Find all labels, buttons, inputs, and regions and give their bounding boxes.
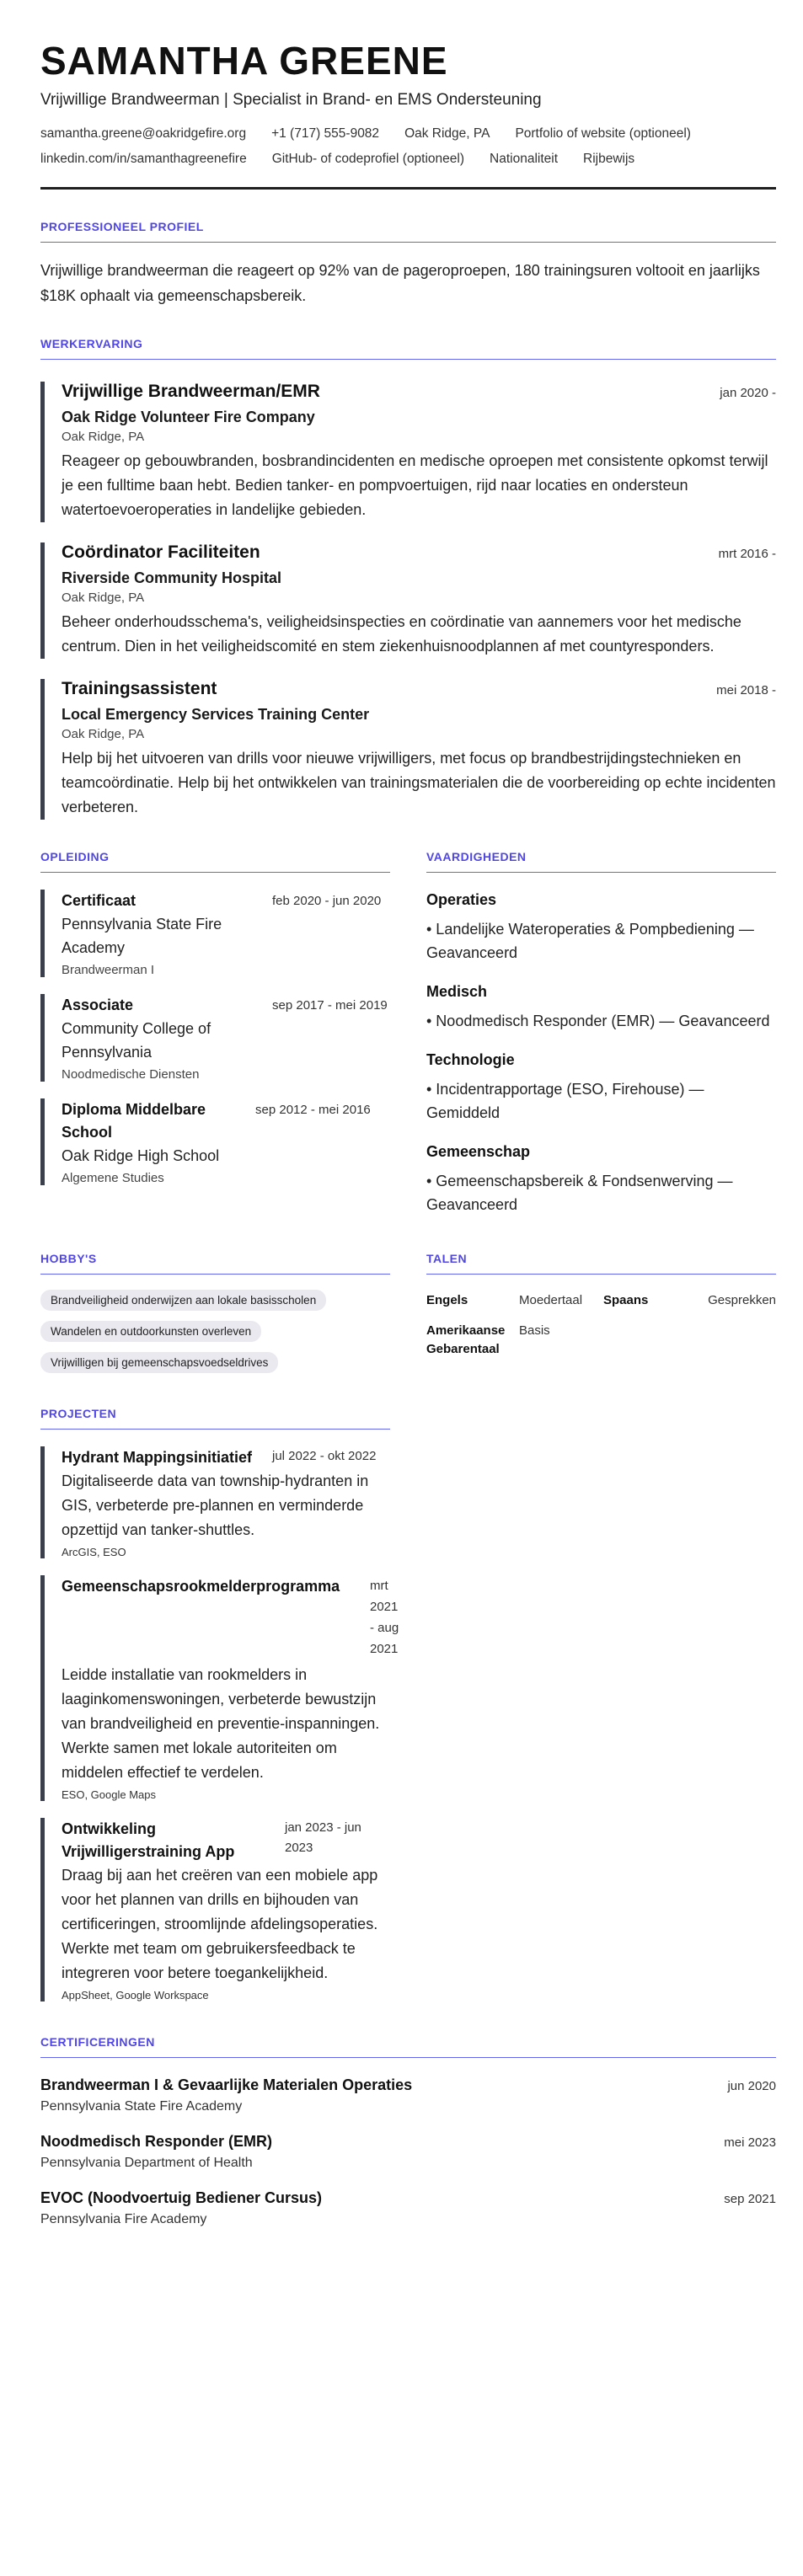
language-name: Spaans (603, 1293, 649, 1308)
experience-item (40, 679, 776, 820)
education-degree: Certificaat (62, 892, 137, 910)
experience-location: Oak Ridge, PA (62, 591, 145, 606)
certification-item (40, 2133, 776, 2171)
experience-role: Vrijwillige Brandweerman/EMR (62, 382, 320, 402)
skill-category-name: Medisch (426, 983, 488, 1001)
project-desc: Draag bij aan het creëren van een mobiele app voor het plannen van drills en bijhouden van certificeringen, stroomlijnde afdelingsoperaties. Werkte met team om gebruikersfeedback te integreren voor betere toegankelijkheid. (62, 1867, 378, 1982)
language-name: Amerikaanse Gebarentaal (426, 1323, 506, 1357)
hobby-chip: Brandveiligheid onderwijzen aan lokale basisscholen (40, 1290, 326, 1311)
experience-org: Riverside Community Hospital (62, 569, 282, 587)
profile-text: Vrijwillige brandweerman die reageert op 92% van de pageroproepen, 180 trainingsuren voltooit en jaarlijks $18K ophaalt via gemeenschapsbereik. (40, 262, 760, 305)
certifications-section (40, 2035, 776, 2227)
contact-linkedin[interactable]: linkedin.com/in/samanthagreenefire (40, 152, 247, 167)
education-degree: Diploma Middelbare School (62, 1101, 206, 1141)
experience-location: Oak Ridge, PA (62, 430, 145, 445)
certification-name: EVOC (Noodvoertuig Bediener Cursus) (40, 2189, 323, 2207)
section-title-experience: WERKERVARING (40, 337, 776, 360)
contact-nationality: Nationaliteit (490, 152, 559, 167)
education-date: sep 2012 - mei 2016 (255, 1103, 371, 1118)
projects-section (40, 1407, 399, 2002)
experience-date: jan 2020 - (720, 386, 776, 401)
education-date: sep 2017 - mei 2019 (272, 998, 388, 1013)
certification-date: mei 2023 (724, 2135, 776, 2151)
project-item (40, 1575, 399, 1802)
experience-org: Local Emergency Services Training Center (62, 706, 370, 724)
education-item (40, 1098, 390, 1185)
skill-item: • Gemeenschapsbereik & Fondsenwerving — Geavanceerd (426, 1173, 733, 1214)
experience-role: Trainingsassistent (62, 679, 217, 699)
education-school: Oak Ridge High School (62, 1147, 220, 1165)
hobby-chip: Vrijwilligen bij gemeenschapsvoedseldrives (40, 1352, 278, 1373)
project-tech: ESO, Google Maps (62, 1788, 156, 1802)
certification-date: jun 2020 (727, 2079, 776, 2094)
contact-location: Oak Ridge, PA (404, 126, 490, 142)
education-school: Pennsylvania State Fire Academy (62, 916, 222, 957)
certification-item (40, 2076, 776, 2114)
experience-item (40, 542, 776, 659)
education-field: Brandweerman I (62, 963, 155, 978)
education-degree: Associate (62, 997, 134, 1014)
section-title-certifications: CERTIFICERINGEN (40, 2035, 776, 2058)
experience-desc: Help bij het uitvoeren van drills voor nieuwe vrijwilligers, met focus op brandbestrijdingstechnieken en teamcoördinatie. Help bij het ontwikkelen van trainingsmaterialen die de voorbereiding op echte incidenten verbeteren. (62, 750, 776, 816)
resume-header (40, 40, 776, 190)
education-skills-row (40, 820, 776, 1216)
contact-email[interactable]: samantha.greene@oakridgefire.org (40, 126, 247, 142)
project-desc: Leidde installatie van rookmelders in laaginkomenswoningen, verbeterde bewustzijn van brandveiligheid en preventie-inspanningen. Werkte samen met lokale autoriteiten om middelen effectief te verdelen. (62, 1666, 380, 1782)
project-item (40, 1818, 390, 2001)
skill-category (426, 1143, 776, 1216)
skill-category-name: Gemeenschap (426, 1143, 531, 1161)
certification-date: sep 2021 (724, 2192, 776, 2207)
project-name: Hydrant Mappingsinitiatief (62, 1449, 253, 1467)
skill-category (426, 1051, 776, 1125)
contact-info (40, 121, 776, 172)
experience-item (40, 382, 776, 522)
experience-section (40, 337, 776, 820)
certification-issuer: Pennsylvania State Fire Academy (40, 2099, 243, 2114)
certification-name: Noodmedisch Responder (EMR) (40, 2133, 273, 2151)
section-title-projects: PROJECTEN (40, 1407, 390, 1430)
experience-org: Oak Ridge Volunteer Fire Company (62, 409, 315, 426)
project-name: Ontwikkeling Vrijwilligerstraining App (62, 1820, 235, 1861)
skills-section (426, 820, 776, 1216)
project-item (40, 1446, 390, 1558)
education-field: Noodmedische Diensten (62, 1067, 200, 1082)
project-date: jan 2023 - jun 2023 (285, 1820, 361, 1856)
hobbies-section (40, 1216, 390, 1373)
section-title-profile: PROFESSIONEEL PROFIEL (40, 220, 776, 243)
language-level: Gesprekken (708, 1293, 776, 1308)
skill-category-name: Operaties (426, 891, 497, 909)
project-tech: AppSheet, Google Workspace (62, 1989, 209, 2002)
project-date: mrt 2021 - aug 2021 (370, 1579, 399, 1657)
experience-date: mrt 2016 - (718, 547, 776, 562)
education-section (40, 820, 390, 1216)
languages-section (426, 1216, 776, 1373)
skill-category (426, 983, 776, 1033)
skill-item: • Incidentrapportage (ESO, Firehouse) — Gemiddeld (426, 1081, 704, 1122)
section-title-education: OPLEIDING (40, 850, 390, 873)
contact-portfolio[interactable]: Portfolio of website (optioneel) (515, 126, 691, 142)
contact-license: Rijbewijs (583, 152, 635, 167)
project-tech: ArcGIS, ESO (62, 1546, 126, 1559)
certification-item (40, 2189, 776, 2227)
education-school: Community College of Pennsylvania (62, 1020, 211, 1061)
skill-category-name: Technologie (426, 1051, 515, 1069)
language-name: Engels (426, 1293, 468, 1308)
education-item (40, 890, 390, 977)
hobby-chip: Wandelen en outdoorkunsten overleven (40, 1321, 261, 1342)
section-title-skills: VAARDIGHEDEN (426, 850, 776, 873)
experience-desc: Reageer op gebouwbranden, bosbrandincidenten en medische oproepen met consistente opkomst terwijl je een fulltime baan hebt. Bedien tanker- en pompvoertuigen, rijd naar locaties en ondersteun watertoevoeroperaties in landelijke gebieden. (62, 452, 768, 519)
profile-section (40, 220, 776, 308)
education-field: Algemene Studies (62, 1171, 164, 1186)
candidate-subtitle: Vrijwillige Brandweerman | Specialist in Brand- en EMS Ondersteuning (40, 91, 542, 110)
skill-item: • Landelijke Wateroperaties & Pompbediening — Geavanceerd (426, 921, 754, 962)
education-item (40, 994, 390, 1082)
languages-grid (426, 1291, 776, 1359)
experience-desc: Beheer onderhoudsschema's, veiligheidsinspecties en coördinatie van aannemers voor het medische centrum. Dien in het veiligheidscomité en stem ziekenhuisnoodplannen af met countyresponders. (62, 613, 741, 655)
language-level: Basis (519, 1323, 550, 1339)
candidate-name: SAMANTHA GREENE (40, 39, 448, 83)
experience-role: Coördinator Faciliteiten (62, 542, 260, 563)
certification-issuer: Pennsylvania Department of Health (40, 2156, 253, 2171)
contact-phone[interactable]: +1 (717) 555-9082 (271, 126, 380, 142)
hobbies-languages-row (40, 1216, 776, 1373)
experience-location: Oak Ridge, PA (62, 727, 145, 742)
project-name: Gemeenschapsrookmelderprogramma (62, 1578, 340, 1595)
section-title-hobbies: HOBBY'S (40, 1252, 390, 1275)
experience-date: mei 2018 - (716, 683, 776, 698)
project-desc: Digitaliseerde data van township-hydranten in GIS, verbeterde pre-plannen en verminderde opzettijd van tanker-shuttles. (62, 1472, 369, 1539)
section-title-languages: TALEN (426, 1252, 776, 1275)
certification-name: Brandweerman I & Gevaarlijke Materialen Operaties (40, 2076, 413, 2094)
project-date: jul 2022 - okt 2022 (272, 1449, 377, 1464)
certification-issuer: Pennsylvania Fire Academy (40, 2212, 207, 2227)
education-date: feb 2020 - jun 2020 (272, 894, 382, 909)
header-divider (40, 187, 776, 190)
language-level: Moedertaal (519, 1293, 583, 1308)
skill-item: • Noodmedisch Responder (EMR) — Geavanceerd (426, 1013, 770, 1030)
skill-category (426, 891, 776, 965)
contact-github[interactable]: GitHub- of codeprofiel (optioneel) (271, 152, 465, 167)
